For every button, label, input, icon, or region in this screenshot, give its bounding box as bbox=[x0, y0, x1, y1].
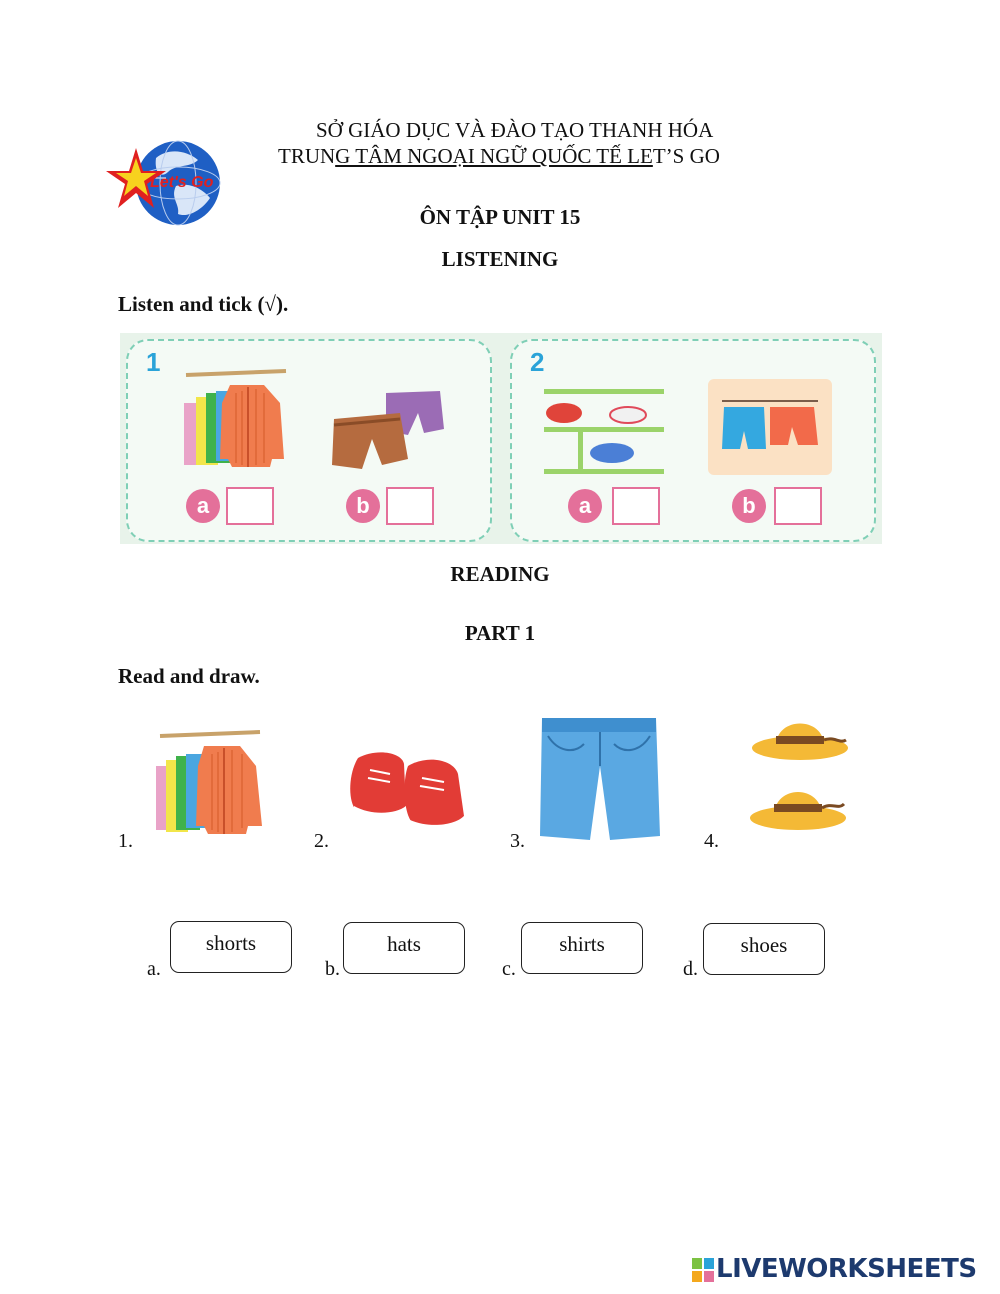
header-line-2-part-c: T’S GO bbox=[652, 144, 720, 168]
item-number-4: 4. bbox=[704, 830, 719, 852]
shirts-on-rack-image bbox=[176, 363, 296, 473]
answer-box-hats[interactable]: hats bbox=[343, 922, 465, 974]
part-title: PART 1 bbox=[464, 621, 536, 645]
header-line-2 bbox=[278, 144, 720, 169]
listening-instruction: Listen and tick (√). bbox=[118, 292, 289, 316]
shorts-on-rack-frame bbox=[708, 379, 832, 475]
shirts-image bbox=[150, 726, 274, 836]
shorts-on-rack-image bbox=[708, 379, 832, 475]
shoes-image bbox=[346, 744, 470, 836]
header-line-2-part-b: G TÂM NGOẠI NGỮ QUỐC TẾ LE bbox=[335, 144, 653, 168]
answer-letter-a: a. bbox=[147, 958, 161, 980]
listening-title: LISTENING bbox=[441, 247, 559, 271]
option-a-circle: a bbox=[186, 489, 220, 523]
shorts-pair-image bbox=[328, 389, 458, 479]
header-line-2-part-a: TRUN bbox=[278, 144, 336, 168]
listening-card-1 bbox=[126, 339, 492, 542]
tick-box-card-1-a[interactable] bbox=[226, 487, 274, 525]
shoe-shelf-image bbox=[542, 381, 668, 477]
item-number-1: 1. bbox=[118, 830, 133, 852]
header-line-1: SỞ GIÁO DỤC VÀ ĐÀO TẠO THANH HÓA bbox=[316, 118, 714, 142]
answer-letter-b: b. bbox=[325, 958, 340, 980]
card-number-1: 1 bbox=[146, 347, 161, 377]
tick-box-card-2-a[interactable] bbox=[612, 487, 660, 525]
option-a-circle: a bbox=[568, 489, 602, 523]
review-title: ÔN TẬP UNIT 15 bbox=[419, 205, 581, 229]
reading-instruction: Read and draw. bbox=[118, 664, 260, 688]
listening-card-2 bbox=[510, 339, 876, 542]
listening-panel bbox=[120, 333, 882, 544]
shorts-image bbox=[536, 714, 662, 842]
answer-box-shoes[interactable]: shoes bbox=[703, 923, 825, 975]
liveworksheets-icon bbox=[692, 1258, 714, 1282]
logo-text: Let's Go bbox=[150, 174, 214, 191]
answer-letter-d: d. bbox=[683, 958, 698, 980]
liveworksheets-logo bbox=[692, 1254, 992, 1286]
item-number-3: 3. bbox=[510, 830, 525, 852]
answer-letter-c: c. bbox=[502, 958, 516, 980]
answer-box-shorts[interactable]: shorts bbox=[170, 921, 292, 973]
answer-box-shirts[interactable]: shirts bbox=[521, 922, 643, 974]
hats-image bbox=[748, 710, 852, 834]
tick-box-card-1-b[interactable] bbox=[386, 487, 434, 525]
brand-text: LIVEWORKSHEETS bbox=[716, 1254, 977, 1284]
reading-title: READING bbox=[450, 562, 550, 586]
card-number-2: 2 bbox=[530, 347, 545, 377]
item-number-2: 2. bbox=[314, 830, 329, 852]
tick-box-card-2-b[interactable] bbox=[774, 487, 822, 525]
option-b-circle: b bbox=[732, 489, 766, 523]
option-b-circle: b bbox=[346, 489, 380, 523]
